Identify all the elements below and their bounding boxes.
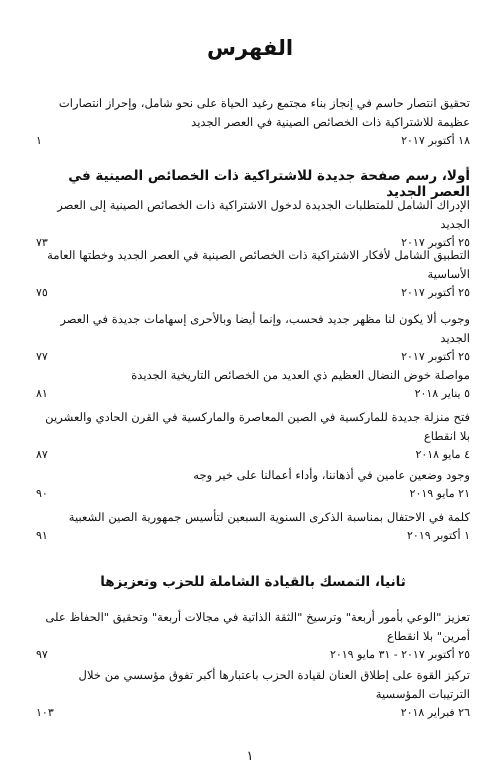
- page-number: ١: [246, 749, 254, 764]
- entry-date: ١ أكتوبر ٢٠١٩: [407, 529, 470, 542]
- entry-date: ٢١ مايو ٢٠١٩: [409, 487, 470, 500]
- toc-entry[interactable]: [36, 666, 470, 721]
- toc-entry[interactable]: [36, 246, 470, 301]
- toc-entry[interactable]: [36, 196, 470, 251]
- toc-entry[interactable]: [36, 608, 470, 663]
- entry-page: ٧٧: [36, 350, 48, 363]
- entry-text: تركيز القوة على إطلاق العنان لقيادة الحزب باعتبارها أكبر تفوق مؤسسي من خلال الترتيبات المؤسسية: [78, 668, 470, 701]
- toc-entry[interactable]: [36, 310, 470, 365]
- entry-text: وجود وضعين عامين في أذهاننا، وأداء أعمالنا على خير وجه: [193, 468, 470, 482]
- toc-title: الفهرس: [206, 36, 294, 60]
- entry-page: ١: [36, 134, 42, 147]
- toc-entry[interactable]: [36, 466, 470, 502]
- entry-text: تعزيز "الوعي بأمور أربعة" وترسيخ "الثقة الذاتية في مجالات أربعة" وتحقيق "الحفاظ على أمرين" بلا انقطاع: [45, 610, 470, 643]
- entry-text: تحقيق انتصار حاسم في إنجاز بناء مجتمع رغيد الحياة على نحو شامل، وإحراز انتصارات عظيمة للاشتراكية ذات الخصائص الصينية في العصر الجديد: [58, 96, 470, 129]
- entry-date: ٢٥ أكتوبر ٢٠١٧: [401, 350, 470, 363]
- entry-date: ٢٥ أكتوبر ٢٠١٧ - ٣١ مايو ٢٠١٩: [329, 648, 470, 661]
- toc-entry[interactable]: [36, 366, 470, 402]
- entry-page: ٩٠: [36, 487, 48, 500]
- entry-date: ١٨ أكتوبر ٢٠١٧: [401, 134, 470, 147]
- toc-entry[interactable]: [36, 94, 470, 149]
- entry-text: الإدراك الشامل للمتطلبات الجديدة لدخول الاشتراكية ذات الخصائص الصينية إلى العصر الجديد: [57, 198, 470, 231]
- entry-page: ٩١: [36, 529, 48, 542]
- entry-text: فتح منزلة جديدة للماركسية في الصين المعاصرة والماركسية في القرن الحادي والعشرين بلا انقطاع: [45, 410, 470, 443]
- entry-text: التطبيق الشامل لأفكار الاشتراكية ذات الخصائص الصينية في العصر الجديد وخطتها العامة الأساسية: [47, 248, 470, 281]
- toc-entry[interactable]: [36, 508, 470, 544]
- entry-page: ٧٥: [36, 286, 48, 299]
- toc-entry[interactable]: [36, 408, 470, 463]
- entry-text: مواصلة خوض النضال العظيم ذي العديد من الخصائص التاريخية الجديدة: [131, 368, 470, 382]
- entry-text: كلمة في الاحتفال بمناسبة الذكرى السنوية السبعين لتأسيس جمهورية الصين الشعبية: [68, 510, 470, 524]
- entry-date: ٢٥ أكتوبر ٢٠١٧: [401, 286, 470, 299]
- entry-date: ٢٦ فبراير ٢٠١٨: [400, 706, 470, 719]
- entry-page: ٨١: [36, 387, 48, 400]
- entry-date: ٢٥ أكتوبر ٢٠١٧: [401, 236, 470, 249]
- entry-page: ٧٣: [36, 236, 48, 249]
- section-heading-2: ثانيا، التمسك بالقيادة الشاملة للحزب وتعزيزها: [100, 574, 406, 590]
- entry-date: ٤ مايو ٢٠١٨: [415, 448, 470, 461]
- entry-page: ١٠٣: [36, 706, 54, 719]
- entry-text: وجوب ألا يكون لنا مظهر جديد فحسب، وإنما أيضا وبالأحرى إسهامات جديدة في العصر الجديد: [60, 312, 470, 345]
- entry-page: ٨٧: [36, 448, 48, 461]
- entry-date: ٥ يناير ٢٠١٨: [414, 387, 470, 400]
- section-heading-1: أولا، رسم صفحة جديدة للاشتراكية ذات الخصائص الصينية في العصر الجديد: [68, 168, 470, 200]
- entry-page: ٩٧: [36, 648, 48, 661]
